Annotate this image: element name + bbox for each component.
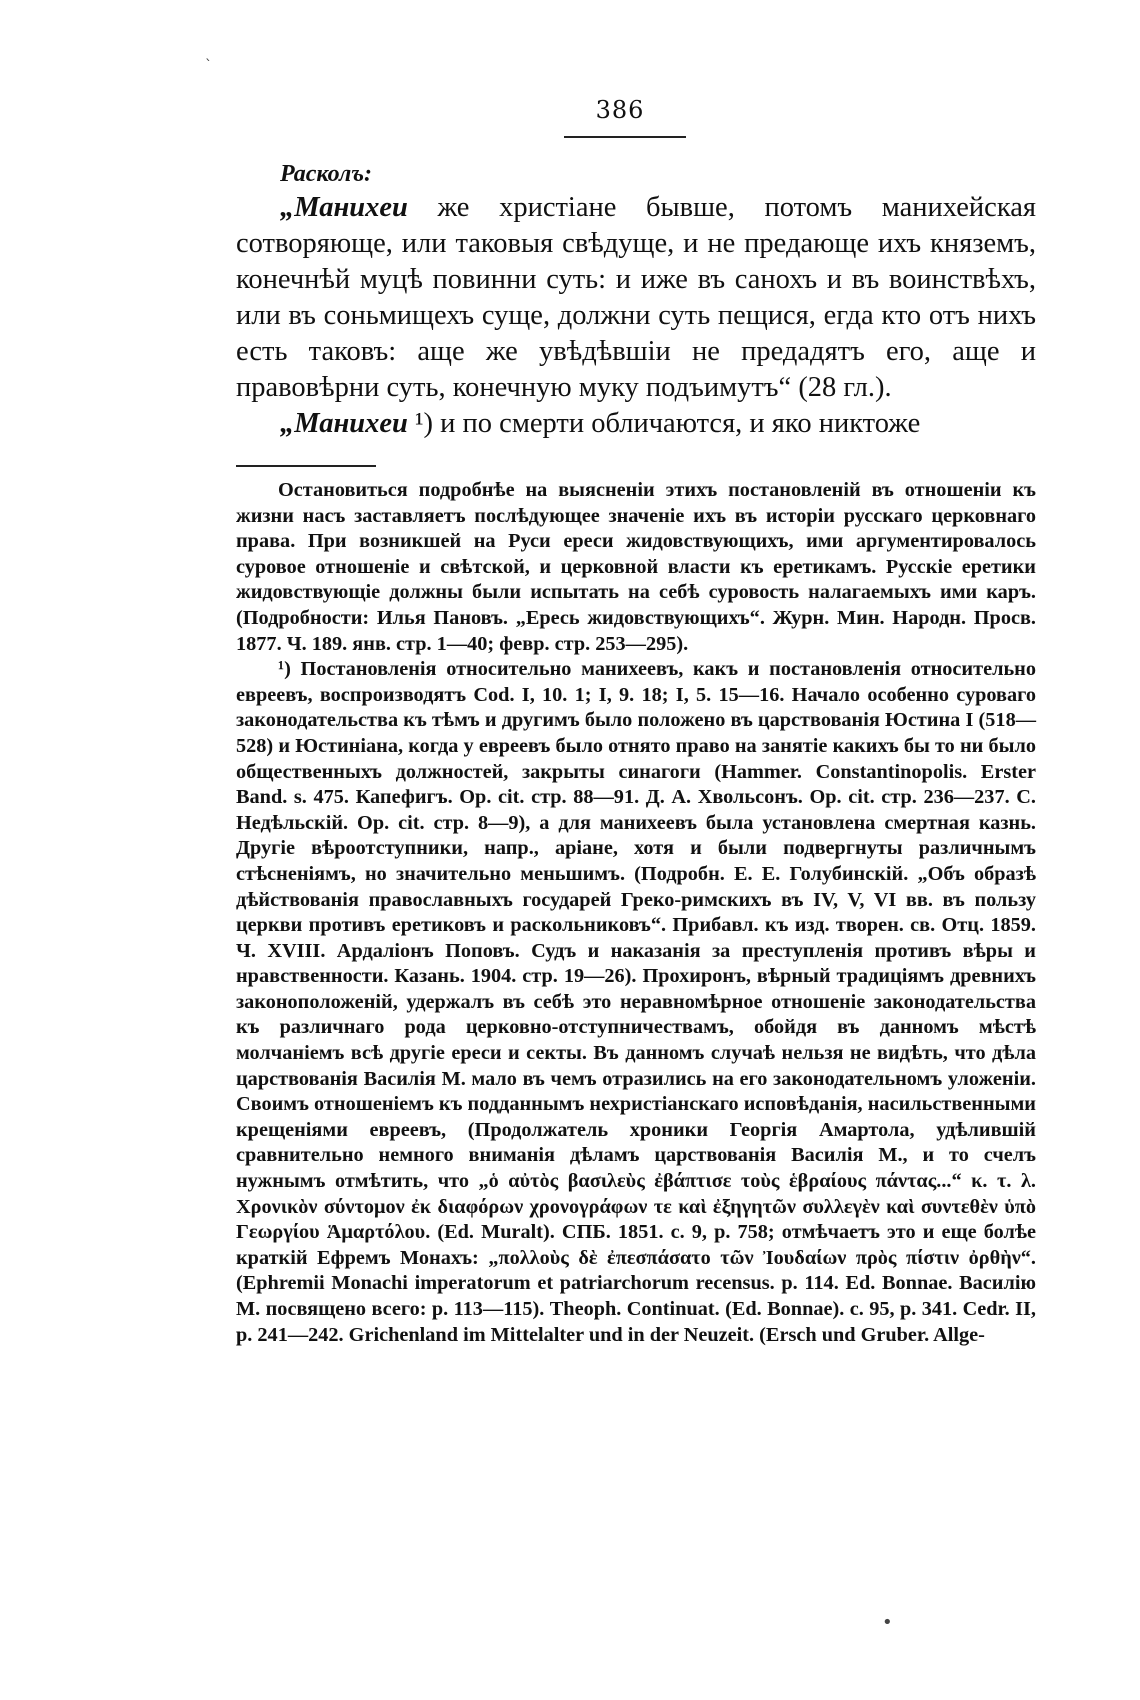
- scan-mark-bottom: •: [882, 1612, 893, 1633]
- main-text: [236, 158, 1036, 442]
- manichaeans-term: „Манихеи: [280, 192, 408, 223]
- footnote-rule: [236, 465, 376, 467]
- page-number: 386: [595, 96, 645, 124]
- main-paragraph-2-text: ¹) и по смерти обличаются, и яко никтоже: [407, 408, 921, 439]
- main-paragraph-1-text: же христiане бывше, потомъ манихейская сотворяюще, или таковыя свѣдуще, и не предающе ихъ княземъ, конечнѣй муцѣ повинни суть: и иже въ санохъ и въ воинствѣхъ, или въ соньмищехъ суще, должни суть пещися, егда кто отъ нихъ есть таковъ: аще же увѣдѣвшiи не предадятъ его, аще и правовѣрни суть, конечную муку подъимутъ“ (28 гл.).: [236, 192, 1036, 403]
- footnote-1: ¹) Постановленiя относительно манихеевъ, какъ и постановленiя относительно евреевъ, воспроизводятъ Cod. I, 10. 1; I, 9. 18; I, 5. 15—16. Начало особенно суроваго законодательства къ тѣмъ и другимъ было положено въ царствованiя Юстина I (518—528) и Юстинiана, когда у евреевъ было отнято право на занятiе какихъ бы то ни было общественныхъ должностей, закрыты синагоги (Hammer. Constantinopolis. Erster Band. s. 475. Капефигъ. Op. cit. стр. 88—91. Д. А. Хвольсонъ. Op. cit. стр. 236—237. С. Недѣльскiй. Op. cit. стр. 8—9), а для манихеевъ была установлена смертная казнь. Другiе вѣроотступники, напр., арiане, хотя и были подвергнуты различнымъ стѣсненiямъ, но значительно меньшимъ. (Подробн. Е. Е. Голубинскiй. „Объ образѣ дѣйствованiя православныхъ государей Греко-римскихъ въ IV, V, VI вв. въ пользу церкви противъ еретиковъ и раскольниковъ“. Прибавл. къ изд. творен. св. Отц. 1859. Ч. XVIII. Ардалiонъ Поповъ. Судъ и наказанiя за преступленiя противъ вѣры и нравственности. Казань. 1904. стр. 19—26). Прохиронъ, вѣрный традицiямъ древнихъ законоположенiй, удержалъ въ себѣ это неравномѣрное отношенiе законодательства къ различнаго рода церковно-отступничествамъ, обойдя въ данномъ мѣстѣ молчанiемъ всѣ другiе ереси и секты. Въ данномъ случаѣ нельзя не видѣть, что дѣла царствованiя Василiя М. мало въ чемъ отразились на его законодательномъ уложенiи. Своимъ отношенiемъ къ подданнымъ нехристiанскаго исповѣданiя, насильственными крещенiями евреевъ, (Продолжатель хроники Георгiя Амартола, удѣлившiй сравнительно немного вниманiя дѣламъ царствованiя Василiя М., и то счелъ нужнымъ отмѣтить, что „ὁ αὐτὸς βασιλεὺς ἐβάπτισε τοὺς ἑβραίους πάντας...“ κ. τ. λ. Χρονικὸν σύντομον ἐκ διαφόρων χρονογράφων τε καὶ ἐξηγητῶν συλλεγὲν καὶ συντεθὲν ὑπὸ Γεωργίου Ἁμαρτόλου. (Ed. Muralt). СПБ. 1851. с. 9, p. 758; отмѣчаетъ это и еще болѣе краткiй Ефремъ Монахъ: „πολλοὺς δὲ ἐπεσπάσατο τῶν Ἰουδαίων πρὸς πίστιν ὀρθὴν“. (Ephremii Monachi imperatorum et patriarchorum recensus. p. 114. Ed. Bonnae. Василiю М. посвящено всего: p. 113—115). Theoph. Continuat. (Ed. Bonnae). c. 95, p. 341. Cedr. II, p. 241—242. Grichenland im Mittelalter und in der Neuzeit. (Ersch und Gruber. Allge-: [236, 658, 1036, 1346]
- manichaeans-term-2: „Манихеи: [280, 408, 408, 439]
- footnote-continued: Остановиться подробнѣе на выясненiи этихъ постановленiй въ отношенiи къ жизни насъ заставляетъ послѣдующее значенiе ихъ въ исторiи русскаго церковнаго права. При возникшей на Руси ереси жидовствующихъ, ими аргументировалось суровое отношенiе и свѣтской, и церковной власти къ еретикамъ. Русскiе еретики жидовствующiе должны были испытать на себѣ суровость налагаемыхъ ими каръ. (Подробности: Илья Пановъ. „Ересь жидовствующихъ“. Журн. Мин. Народн. Просв. 1877. Ч. 189. янв. стр. 1—40; февр. стр. 253—295).: [236, 479, 1036, 655]
- main-paragraph-2: [236, 406, 1036, 442]
- footnotes: [236, 478, 1036, 1348]
- main-paragraph-1: [236, 190, 1036, 406]
- section-heading: Расколъ:: [280, 161, 373, 187]
- page-number-rule: [564, 136, 686, 138]
- scan-mark-top: `: [205, 58, 212, 74]
